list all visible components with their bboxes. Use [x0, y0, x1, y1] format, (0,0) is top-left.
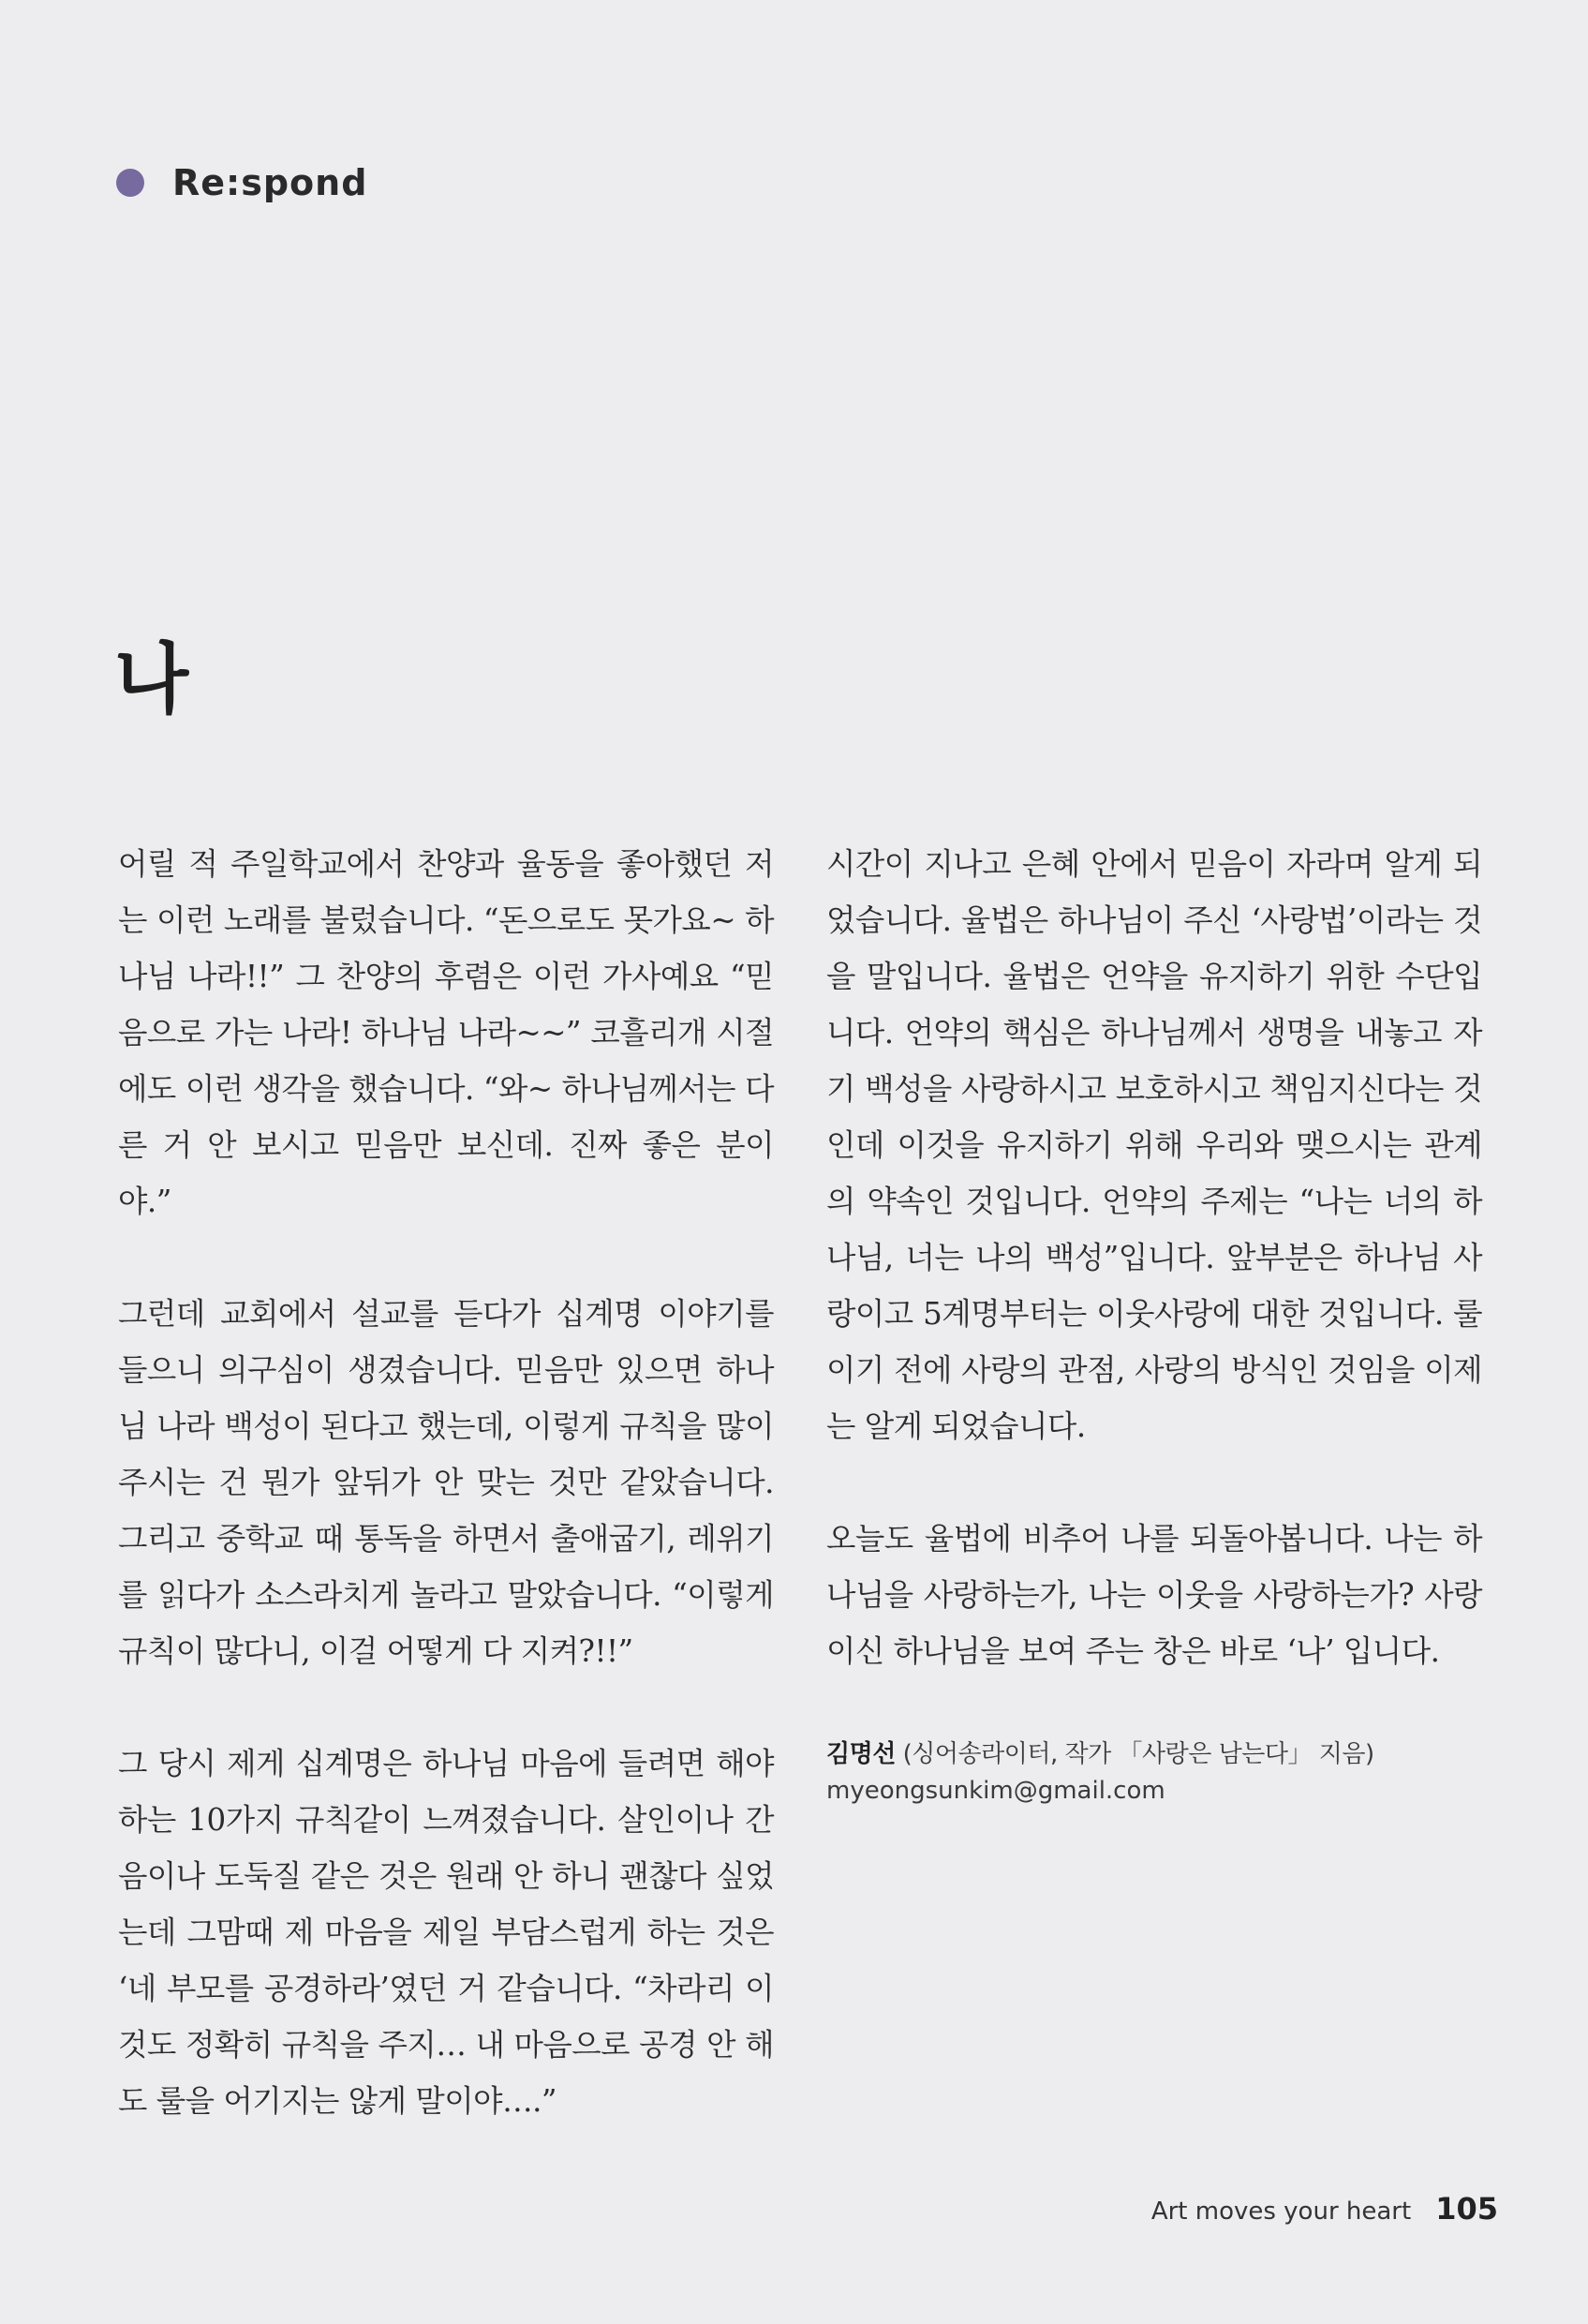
page-number: 105: [1435, 2191, 1498, 2227]
author-name: 김명선: [826, 1740, 896, 1768]
article-column-right: [826, 836, 1482, 1809]
section-tag: [116, 159, 367, 206]
section-dot-icon: [116, 169, 144, 197]
paragraph: 그런데 교회에서 설교를 듣다가 십계명 이야기를 들으니 의구심이 생겼습니다. 믿음만 있으면 하나님 나라 백성이 된다고 했는데, 이렇게 규칙을 많이 주시는 건 뭔가 앞뒤가 안 맞는 것만 같았습니다. 그리고 중학교 때 통독을 하면서 출애굽기, 레위기를 읽다가 소스라치게 놀라고 말았습니다. “이렇게 규칙이 많다니, 이걸 어떻게 다 지켜?!!”: [118, 1296, 774, 1669]
author-description: (싱어송라이터, 작가 「사랑은 남는다」 지음): [902, 1740, 1374, 1768]
paragraph: 그 당시 제게 십계명은 하나님 마음에 들려면 해야 하는 10가지 규칙같이 느껴졌습니다. 살인이나 간음이나 도둑질 같은 것은 원래 안 하니 괜찮다 싶었는데 그맘때 제 마음을 제일 부담스럽게 하는 것은 ‘네 부모를 공경하라’였던 거 같습니다. “차라리 이것도 정확히 규칙을 주지… 내 마음으로 공경 안 해도 룰을 어기지는 않게 말이야….”: [118, 1746, 774, 2119]
section-label: Re:spond: [172, 162, 368, 203]
paragraph: 어릴 적 주일학교에서 찬양과 율동을 좋아했던 저는 이런 노래를 불렀습니다. “돈으로도 못가요~ 하나님 나라!!” 그 찬양의 후렴은 이런 가사예요 “믿음으로 가는 나라! 하나님 나라~~” 코흘리개 시절에도 이런 생각을 했습니다. “와~ 하나님께서는 다른 거 안 보시고 믿음만 보신데. 진짜 좋은 분이야.”: [118, 846, 774, 1219]
author-email: myeongsunkim@gmail.com: [826, 1777, 1165, 1805]
author-line: [826, 1736, 1482, 1773]
paragraph: 오늘도 율법에 비추어 나를 되돌아봅니다. 나는 하나님을 사랑하는가, 나는 이웃을 사랑하는가? 사랑이신 하나님을 보여 주는 창은 바로 ‘나’ 입니다.: [826, 1521, 1482, 1669]
article-column-left: [118, 836, 774, 2185]
article-title: 나: [114, 633, 189, 724]
page-footer: [1151, 2191, 1498, 2227]
paragraph: 시간이 지나고 은혜 안에서 믿음이 자라며 알게 되었습니다. 율법은 하나님이 주신 ‘사랑법’이라는 것을 말입니다. 율법은 언약을 유지하기 위한 수단입니다. 언약의 핵심은 하나님께서 생명을 내놓고 자기 백성을 사랑하시고 보호하시고 책임지신다는 것인데 이것을 유지하기 위해 우리와 맺으시는 관계의 약속인 것입니다. 언약의 주제는 “나는 너의 하나님, 너는 나의 백성”입니다. 앞부분은 하나님 사랑이고 5계명부터는 이웃사랑에 대한 것입니다. 룰이기 전에 사랑의 관점, 사랑의 방식인 것임을 이제는 알게 되었습니다.: [826, 846, 1482, 1444]
footer-tagline: Art moves your heart: [1150, 2197, 1412, 2226]
author-byline: [826, 1736, 1482, 1809]
